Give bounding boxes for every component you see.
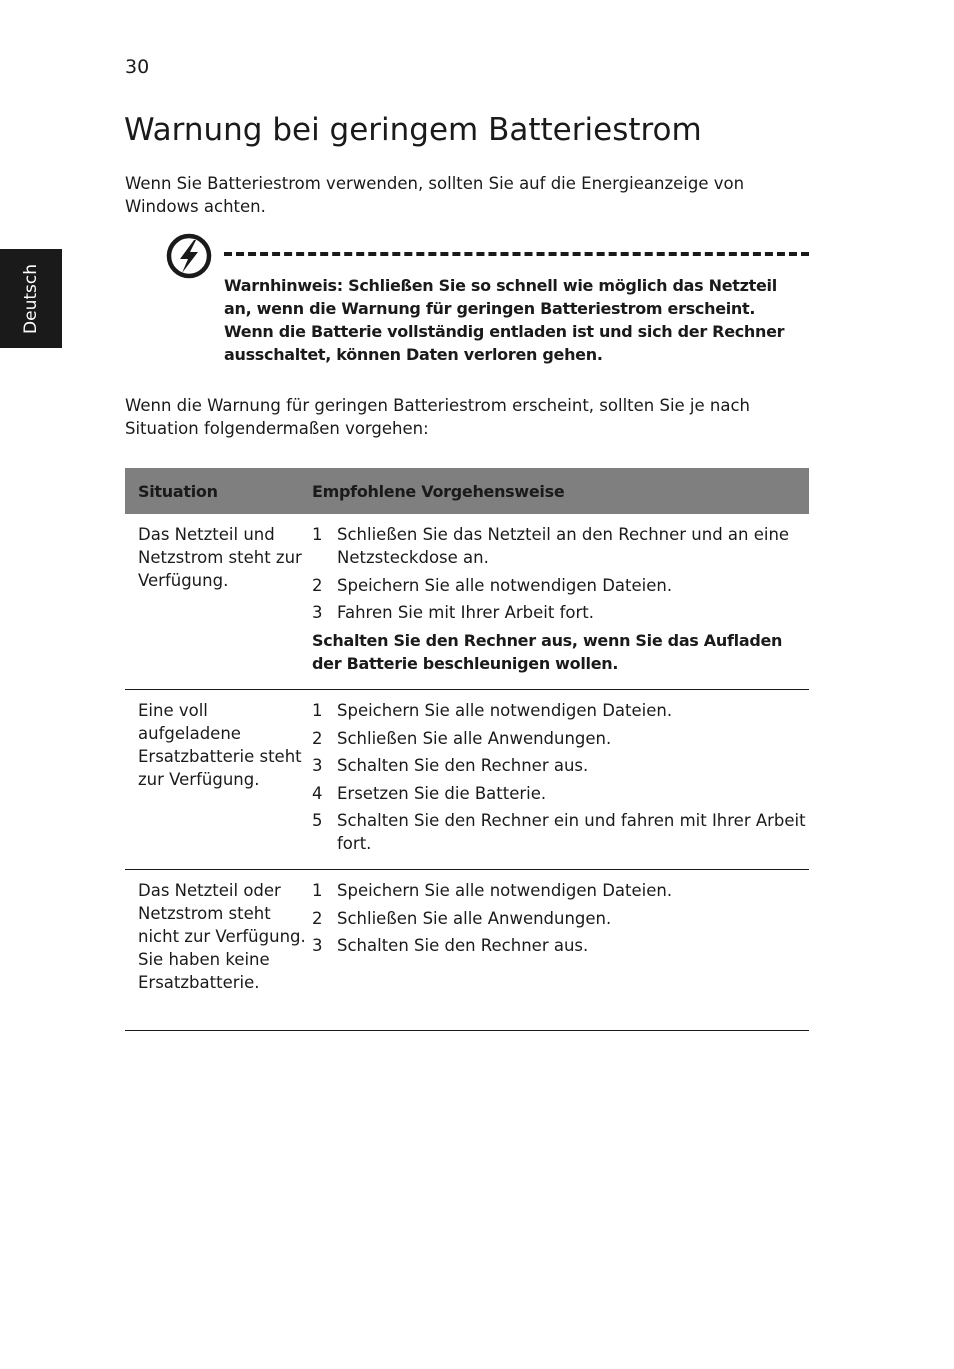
side-tab-label: Deutsch (21, 263, 41, 334)
list-item: 2 Speichern Sie alle notwendigen Dateien. (312, 575, 673, 595)
list-item: 3 Schalten Sie den Rechner aus. (312, 936, 589, 955)
header-situation: Situation (138, 481, 218, 501)
situation-cell: Eine voll aufgeladene Ersatzbatterie steht zur Verfügung. (138, 701, 302, 789)
row-note: Schalten Sie den Rechner aus, wenn Sie das Aufladen der Batterie beschleunigen wollen. (312, 630, 783, 673)
list-item: 3 Fahren Sie mit Ihrer Arbeit fort. (312, 603, 594, 622)
intro-paragraph: Wenn Sie Batteriestrom verwenden, sollten Sie auf die Energieanzeige von Windows achten. (125, 174, 745, 216)
steps-cell (312, 514, 809, 689)
list-item: 2 Schließen Sie alle Anwendungen. (312, 908, 612, 928)
list-item: 1 Schließen Sie das Netzteil an den Rechner und an eine Netzsteckdose an. (312, 525, 790, 567)
situation-cell: Das Netzteil oder Netzstrom steht nicht zur Verfügung. Sie haben keine Ersatzbatterie. (138, 881, 306, 992)
list-item: 2 Schließen Sie alle Anwendungen. (312, 728, 612, 748)
warning-divider (224, 252, 809, 256)
table-row (125, 514, 809, 690)
list-item: 1 Speichern Sie alle notwendigen Dateien. (312, 701, 673, 720)
list-item: 3 Schalten Sie den Rechner aus. (312, 756, 589, 775)
lightning-warning-icon (165, 232, 213, 280)
steps-cell (312, 690, 809, 869)
table-row (125, 690, 809, 870)
warning-text: Warnhinweis: Schließen Sie so schnell wie möglich das Netzteil an, wenn die Warnung für geringen Batteriestrom erscheint. Wenn die Batterie vollständig entladen ist und sich der Rechner ausschaltet, können Daten verloren gehen. (224, 276, 785, 364)
language-side-tab (0, 249, 62, 348)
page-title: Warnung bei geringem Batteriestrom (124, 112, 702, 148)
list-item: 5 Schalten Sie den Rechner ein und fahren mit Ihrer Arbeit fort. (312, 811, 806, 853)
table-row (125, 870, 809, 1031)
table-header (125, 468, 809, 514)
situation-intro: Wenn die Warnung für geringen Batteriestrom erscheint, sollten Sie je nach Situation folgendermaßen vorgehen: (125, 396, 751, 438)
situation-cell: Das Netzteil und Netzstrom steht zur Verfügung. (138, 525, 302, 590)
header-action: Empfohlene Vorgehensweise (312, 481, 565, 501)
battery-action-table (125, 468, 809, 1031)
list-item: 4 Ersetzen Sie die Batterie. (312, 783, 547, 803)
steps-cell (312, 870, 809, 1030)
page-number: 30 (125, 56, 150, 78)
list-item: 1 Speichern Sie alle notwendigen Dateien. (312, 881, 673, 900)
